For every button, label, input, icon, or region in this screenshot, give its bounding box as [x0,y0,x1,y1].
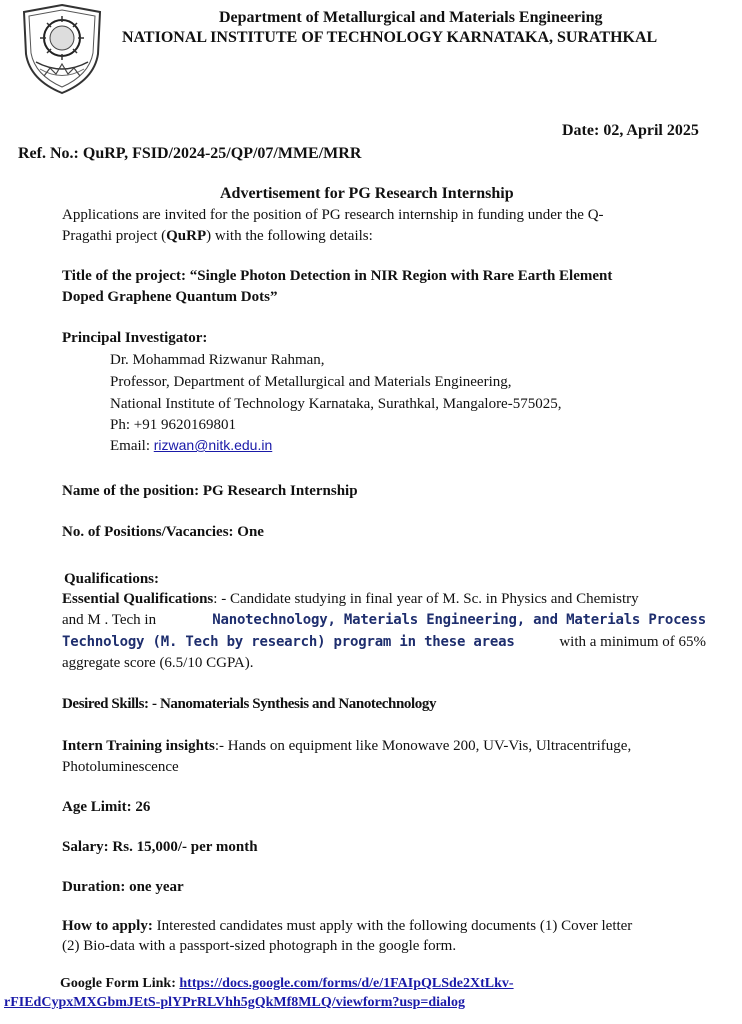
pi-email-row [110,437,272,455]
how-to-apply-line-1: How to apply: Interested candidates must apply with the following documents (1) Cover letter [62,918,633,934]
department-name: Department of Metallurgical and Materials Engineering [219,9,603,26]
reference-number: Ref. No.: QuRP, FSID/2024-25/QP/07/MME/MRR [18,145,362,162]
vacancies: No. of Positions/Vacancies: One [62,524,264,540]
essential-qualifications-line-1: Essential Qualifications: - Candidate studying in final year of M. Sc. in Physics and Chemistry [62,591,639,607]
advertisement-title: Advertisement for PG Research Internship [220,185,514,202]
essential-qualifications-line-3: Technology (M. Tech by research) program in these areas with a minimum of 65% [62,634,706,650]
position-name: Name of the position: PG Research Internship [62,483,358,499]
google-form-label: Google Form Link: [60,976,176,991]
pi-address: National Institute of Technology Karnataka, Surathkal, Mangalore-575025, [110,396,562,412]
how-to-apply-line-2: (2) Bio-data with a passport-sized photograph in the google form. [62,938,457,954]
pi-phone: Ph: +91 9620169801 [110,417,236,433]
nitk-emblem-icon [20,2,104,96]
google-form-link-part-2[interactable]: rFIEdCypxMXGbmJEtS-plYPrRLVhh5gQkMf8MLQ/viewform?usp=dialog [4,995,465,1010]
desired-skills: Desired Skills: - Nanomaterials Synthesis and Nanotechnology [62,696,437,712]
essential-qualifications-line-4: aggregate score (6.5/10 CGPA). [62,655,254,671]
intro-line-2: Pragathi project (QuRP) with the following details: [62,228,373,244]
duration: Duration: one year [62,879,184,895]
pi-designation: Professor, Department of Metallurgical and Materials Engineering, [110,374,512,390]
training-line-1: Intern Training insights:- Hands on equipment like Monowave 200, UV-Vis, Ultracentrifuge, [62,738,632,754]
pi-name: Dr. Mohammad Rizwanur Rahman, [110,352,325,368]
google-form-row [60,976,514,992]
training-line-2: Photoluminescence [62,759,179,775]
institute-name: NATIONAL INSTITUTE OF TECHNOLOGY KARNATAKA, SURATHKAL [122,29,658,46]
age-limit: Age Limit: 26 [62,799,151,815]
google-form-link-part-1[interactable]: https://docs.google.com/forms/d/e/1FAIpQLSde2XtLkv- [179,976,514,991]
salary: Salary: Rs. 15,000/- per month [62,839,258,855]
letter-date: Date: 02, April 2025 [562,122,699,139]
project-title-line-1: Title of the project: “Single Photon Detection in NIR Region with Rare Earth Element [62,268,613,284]
qualifications-heading: Qualifications: [64,571,160,587]
pi-heading: Principal Investigator: [62,330,208,346]
project-title-line-2: Doped Graphene Quantum Dots” [62,289,278,305]
intro-line-1: Applications are invited for the position of PG research internship in funding under the Q- [62,207,604,223]
pi-email-link[interactable]: rizwan@nitk.edu.in [153,437,273,453]
essential-qualifications-line-2: and M . Tech in Nanotechnology, Materials Engineering, and Materials Process [62,612,706,628]
pi-email-label: Email: [110,438,150,454]
